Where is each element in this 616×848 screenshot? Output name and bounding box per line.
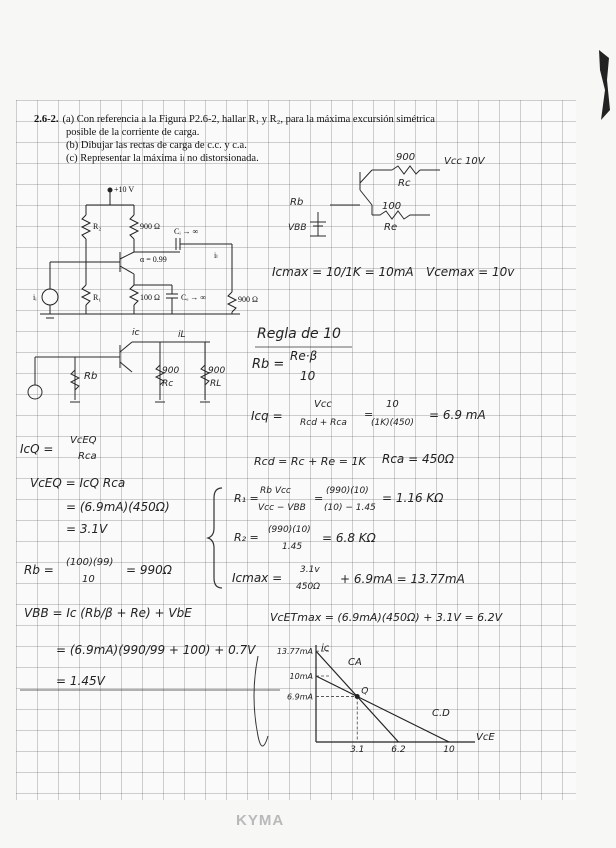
problem-part-b: (b) Dibujar las rectas de carga de c.c. y c.a.: [66, 140, 247, 151]
mid-rl-label: RL: [210, 379, 222, 389]
vceq-line1: VcEQ = IcQ Rca: [30, 476, 126, 490]
underline-marks: [20, 347, 352, 690]
x-tick-label: 6.2: [391, 745, 406, 755]
ii-label: iᵢ: [33, 293, 37, 302]
vceq-line2: = (6.9mA)(450Ω): [66, 500, 170, 514]
icq2-left: IcQ =: [20, 442, 54, 456]
icmax-equation: Icmax = 10/1K = 10mA: [272, 265, 414, 279]
icmax2-result: + 6.9mA = 13.77mA: [340, 572, 465, 586]
re-label: 100 Ω: [140, 293, 160, 302]
sketch-mid-circuit: [28, 342, 210, 402]
il-label: iₗ: [214, 251, 218, 260]
rc-label: 900 Ω: [140, 222, 160, 231]
r1-denominator-2: (10) − 1.45: [324, 503, 376, 513]
icq2-numerator: VcEQ: [70, 435, 97, 446]
dc-load-line: [316, 676, 449, 742]
problem-part-a: (a) Con referencia a la Figura P2.6-2, hallar R₁ y R₂, para la máxima excursión simétrica: [62, 114, 435, 125]
icq-result: = 6.9 mA: [429, 408, 486, 422]
rule-heading: Regla de 10: [257, 326, 341, 342]
mid-rb-label: Rb: [84, 371, 98, 382]
rl-label: 900 Ω: [238, 295, 258, 304]
alpha-label: α = 0.99: [140, 255, 167, 264]
icq-numerator: Vcc: [314, 399, 332, 410]
problem-part-c: (c) Representar la máxima iₗ no distorsionada.: [66, 153, 259, 164]
bracket: [208, 488, 268, 746]
rb-result: = 990Ω: [126, 563, 172, 577]
r2-numerator: (990)(10): [268, 525, 311, 535]
rb-denominator: 10: [82, 574, 95, 585]
top-rc-label: Rc: [398, 178, 411, 189]
x-axis-label: VcE: [476, 732, 495, 743]
r2-result: = 6.8 KΩ: [322, 531, 376, 545]
rb-rule-numerator: Re·β: [290, 349, 318, 363]
icq2-denominator: Rca: [78, 451, 97, 462]
cd-line-label: C.D: [432, 708, 450, 719]
ca-line-label: CA: [348, 657, 362, 668]
r1-result: = 1.16 KΩ: [382, 491, 444, 505]
mid-il-label: iL: [178, 330, 186, 340]
top-vcc-value: Vcc 10V: [444, 156, 485, 167]
y-tick-label: 13.77mA: [276, 647, 313, 657]
sketch-top-circuit: [310, 166, 440, 236]
r1-equals: =: [314, 492, 324, 505]
y-tick-label: 6.9mA: [287, 692, 313, 702]
rb-left: Rb =: [24, 563, 54, 577]
margin-mark: [597, 50, 611, 120]
icq-denominator-2: (1K)(450): [371, 418, 414, 428]
icq-denominator: Rcd + Rca: [300, 418, 347, 428]
problem-part-a-cont: posible de la corriente de carga.: [66, 127, 200, 138]
load-line-graph: [277, 643, 496, 755]
y-axis-label: ic: [321, 643, 330, 654]
y-tick-label: 10mA: [289, 672, 313, 681]
top-re-label: Re: [384, 222, 398, 233]
vceq-line3: = 3.1V: [66, 522, 108, 536]
q-point: [355, 694, 360, 699]
top-re-value: 100: [382, 201, 402, 212]
rb-numerator: (100)(99): [66, 557, 114, 568]
x-tick-label: 10: [443, 745, 455, 755]
vbb-line2: = (6.9mA)(990/99 + 100) + 0.7V: [56, 643, 256, 657]
icq-equals: =: [364, 408, 374, 421]
r2-label: R₂: [93, 222, 102, 231]
r1-left: R₁ =: [234, 492, 259, 505]
top-vbb-label: VBB: [288, 223, 307, 233]
rcd-equation: Rcd = Rc + Re = 1K: [254, 455, 366, 468]
vcc-label: +10 V: [114, 185, 135, 194]
r1-numerator-2: (990)(10): [326, 486, 369, 496]
problem-number: 2.6-2.: [34, 114, 59, 125]
vcemax-equation: Vcemax = 10v: [426, 265, 515, 279]
r2-left: R₂ =: [234, 531, 259, 544]
vcetmax-equation: VcETmax = (6.9mA)(450Ω) + 3.1V = 6.2V: [270, 611, 503, 624]
icmax2-denominator: 450Ω: [296, 582, 321, 592]
icmax2-left: Icmax =: [232, 571, 283, 585]
rb-rule-left: Rb =: [252, 357, 285, 372]
icq-numerator-2: 10: [386, 399, 399, 410]
ce-label: Cₑ → ∞: [181, 293, 207, 302]
top-rc-value: 900: [396, 152, 416, 163]
kyma-watermark-logo: KYMA: [236, 812, 285, 829]
rb-rule-denominator: 10: [300, 369, 316, 383]
r1-denominator: Vcc − VBB: [258, 503, 306, 513]
icmax2-numerator: 3.1v: [300, 565, 320, 575]
mid-rc-label: Rc: [162, 379, 174, 389]
x-tick-label: 3.1: [350, 745, 365, 755]
mid-rl-value: 900: [208, 366, 226, 376]
mid-ic-label: ic: [132, 328, 140, 338]
mid-rc-value: 900: [162, 366, 180, 376]
ci-label: Cᵢ → ∞: [174, 227, 199, 236]
vbb-line3: = 1.45V: [56, 674, 105, 688]
vbb-line1: VBB = Ic (Rb/β + Re) + VbE: [24, 606, 192, 620]
top-rb-label: Rb: [290, 197, 304, 208]
q-label: Q: [361, 686, 369, 697]
icq-left: Icq =: [251, 409, 283, 423]
r1-numerator: Rb Vcc: [260, 486, 291, 496]
r2-denominator: 1.45: [282, 542, 303, 552]
rca-equation: Rca = 450Ω: [382, 452, 455, 466]
r1-label: R₁: [93, 293, 102, 302]
